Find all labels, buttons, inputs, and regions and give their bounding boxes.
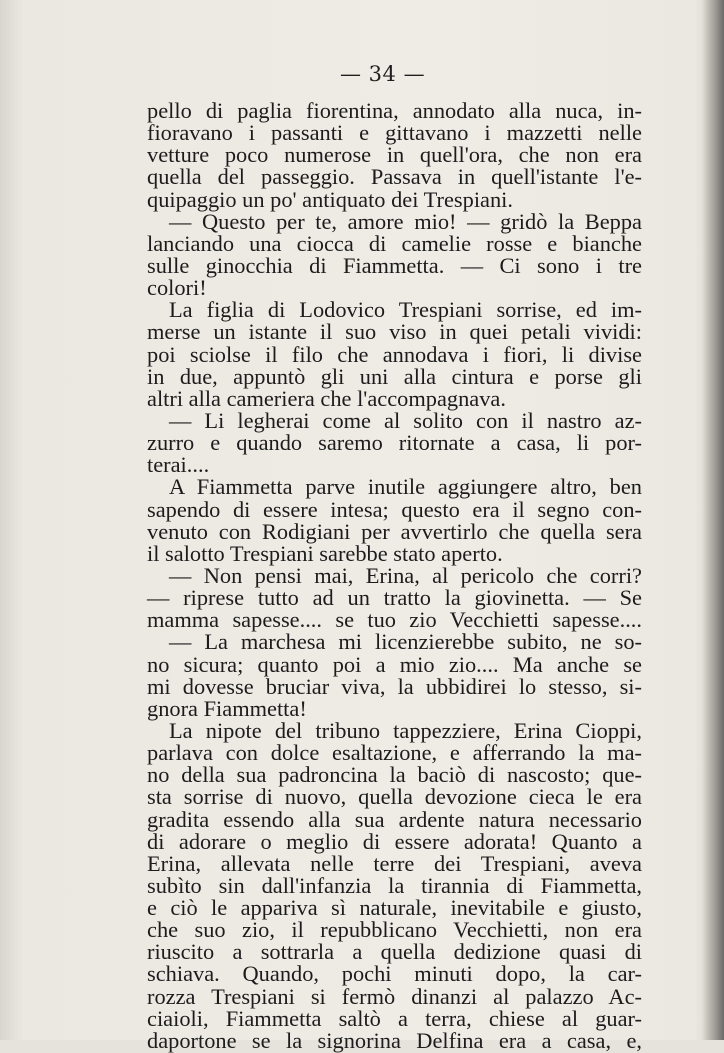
text-line: zurro e quando saremo ritornate a casa, li por-: [147, 430, 642, 456]
text-line: La figlia di Lodovico Trespiani sorrise, ed im-: [169, 297, 642, 323]
body-text: [147, 100, 642, 1052]
text-line: parlava con dolce esaltazione, e afferrando la ma-: [147, 740, 642, 766]
text-line: sulle ginocchia di Fiammetta. — Ci sono i tre: [147, 252, 642, 278]
text-line: fioravano i passanti e gittavano i mazzetti nelle: [147, 120, 642, 146]
text-line: in due, appuntò gli uni alla cintura e porse gli: [147, 363, 642, 389]
text-line: Erina, allevata nelle terre dei Trespiani, aveva: [147, 850, 642, 876]
text-line: — riprese tutto ad un tratto la giovinetta. — Se: [147, 585, 642, 611]
text-line: terai....: [147, 452, 210, 478]
page-number: — 34 —: [340, 62, 426, 86]
text-line: daportone se la signorina Delfina era a casa, e,: [147, 1027, 642, 1053]
text-line: di adorare o meglio di essere adorata! Quanto a: [147, 828, 642, 854]
text-line: lanciando una ciocca di camelie rosse e bianche: [147, 230, 642, 256]
text-line: rozza Trespiani si fermò dinanzi al palazzo Ac-: [147, 983, 642, 1009]
text-line: pello di paglia fiorentina, annodato alla nuca, in-: [147, 98, 642, 123]
text-line: no sicura; quanto poi a mio zio.... Ma anche se: [147, 651, 642, 677]
text-line: — Questo per te, amore mio! — gridò la Beppa: [169, 208, 642, 234]
text-line: schiava. Quando, pochi minuti dopo, la car-: [147, 961, 642, 987]
binding-shadow: [702, 0, 724, 1040]
text-line: vetture poco numerose in quell'ora, che non era: [147, 142, 642, 168]
text-line: e ciò le appariva sì naturale, inevitabile e giusto,: [147, 895, 642, 921]
text-line: merse un istante il suo viso in quei petali vividi:: [147, 319, 642, 345]
text-line: ciaioli, Fiammetta saltò a terra, chiese al guar-: [147, 1005, 642, 1031]
text-line: altri alla cameriera che l'accompagnava.: [147, 385, 506, 411]
text-line: che suo zio, il repubblicano Vecchietti, non era: [147, 917, 642, 943]
text-line: quipaggio un po' antiquato dei Trespiani.: [147, 186, 513, 212]
text-line: no della sua padroncina la baciò di nascosto; que-: [147, 762, 642, 788]
text-line: sapendo di essere intesa; questo era il segno con-: [147, 496, 642, 522]
text-line: sta sorrise di nuovo, quella devozione cieca le era: [147, 784, 642, 810]
text-line: gradita essendo alla sua ardente natura necessario: [147, 806, 642, 832]
text-line: il salotto Trespiani sarebbe stato aperto.: [147, 540, 503, 566]
text-line: — Li legherai come al solito con il nastro az-: [169, 407, 642, 433]
text-line: La nipote del tribuno tappezziere, Erina Cioppi,: [169, 717, 642, 743]
text-line: venuto con Rodigiani per avvertirlo che quella sera: [147, 518, 642, 544]
text-line: riuscito a sottrarla a quella dedizione quasi di: [147, 939, 642, 965]
text-line: gnora Fiammetta!: [147, 695, 307, 721]
text-line: quella del passeggio. Passava in quell'istante l'e-: [147, 164, 642, 190]
text-line: — Non pensi mai, Erina, al pericolo che corri?: [169, 562, 642, 588]
text-line: poi sciolse il filo che annodava i fiori, li divise: [147, 341, 642, 367]
text-line: mamma sapesse.... se tuo zio Vecchietti sapesse....: [147, 607, 642, 633]
text-line: A Fiammetta parve inutile aggiungere altro, ben: [169, 474, 642, 500]
text-line: mi dovesse bruciar viva, la ubbidirei lo stesso, si-: [147, 673, 642, 699]
text-line: colori!: [147, 275, 207, 301]
text-line: — La marchesa mi licenzierebbe subito, ne so-: [169, 629, 642, 655]
text-line: subìto sin dall'infanzia la tirannia di Fiammetta,: [147, 872, 642, 898]
